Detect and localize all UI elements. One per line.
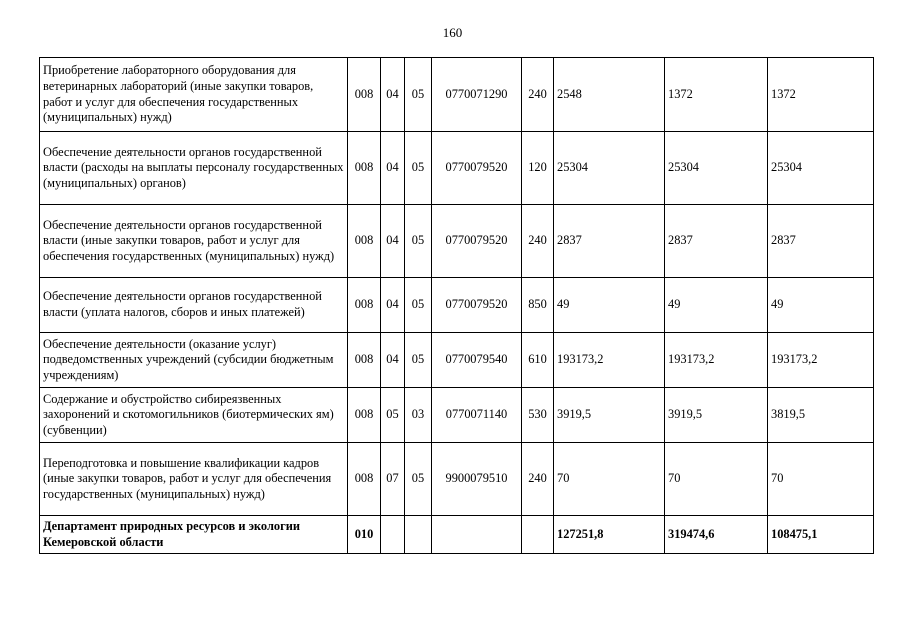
target-article-code: 9900079510 — [432, 443, 522, 516]
expense-type-code: 530 — [522, 388, 554, 443]
amount-year-3: 3819,5 — [768, 388, 874, 443]
amount-year-1: 2548 — [554, 58, 665, 132]
amount-year-1: 70 — [554, 443, 665, 516]
amount-year-3: 70 — [768, 443, 874, 516]
amount-year-2: 25304 — [665, 132, 768, 205]
target-article-code: 0770079520 — [432, 132, 522, 205]
expense-type-code: 240 — [522, 443, 554, 516]
target-article-code: 0770071140 — [432, 388, 522, 443]
ministry-code: 008 — [348, 58, 381, 132]
amount-year-1: 49 — [554, 278, 665, 333]
subsection-code: 03 — [405, 388, 432, 443]
amount-year-2: 70 — [665, 443, 768, 516]
section-code: 04 — [381, 132, 405, 205]
amount-year-2: 49 — [665, 278, 768, 333]
amount-year-1: 25304 — [554, 132, 665, 205]
expense-type-code: 240 — [522, 205, 554, 278]
row-description: Обеспечение деятельности (оказание услуг) подведомственных учреждений (субсидии бюджетным учреждениям) — [40, 333, 348, 388]
budget-table — [39, 57, 874, 554]
section-code: 04 — [381, 333, 405, 388]
target-article-code: 0770079540 — [432, 333, 522, 388]
ministry-code: 008 — [348, 443, 381, 516]
total-amount-year-1: 127251,8 — [554, 516, 665, 554]
amount-year-3: 25304 — [768, 132, 874, 205]
row-description: Обеспечение деятельности органов государственной власти (иные закупки товаров, работ и услуг для обеспечения государственных (муниципальных) нужд) — [40, 205, 348, 278]
ministry-code: 008 — [348, 132, 381, 205]
ministry-code: 008 — [348, 278, 381, 333]
subsection-code: 05 — [405, 205, 432, 278]
table-row — [40, 132, 874, 205]
ministry-code: 008 — [348, 205, 381, 278]
section-code: 05 — [381, 388, 405, 443]
section-code: 04 — [381, 278, 405, 333]
amount-year-1: 2837 — [554, 205, 665, 278]
table-row — [40, 205, 874, 278]
subsection-code — [405, 516, 432, 554]
amount-year-3: 1372 — [768, 58, 874, 132]
amount-year-1: 3919,5 — [554, 388, 665, 443]
amount-year-3: 49 — [768, 278, 874, 333]
section-code: 07 — [381, 443, 405, 516]
subsection-code: 05 — [405, 278, 432, 333]
expense-type-code: 120 — [522, 132, 554, 205]
section-code: 04 — [381, 58, 405, 132]
table-row — [40, 443, 874, 516]
page-number: 160 — [442, 25, 463, 40]
subsection-code: 05 — [405, 132, 432, 205]
target-article-code: 0770071290 — [432, 58, 522, 132]
row-description: Содержание и обустройство сибиреязвенных захоронений и скотомогильников (биотермических ям) (субвенции) — [40, 388, 348, 443]
row-description: Обеспечение деятельности органов государственной власти (расходы на выплаты персоналу государственных (муниципальных) органов) — [40, 132, 348, 205]
department-title: Департамент природных ресурсов и экологии Кемеровской области — [40, 516, 348, 554]
total-row — [40, 516, 874, 554]
table-row — [40, 333, 874, 388]
expense-type-code: 240 — [522, 58, 554, 132]
total-amount-year-2: 319474,6 — [665, 516, 768, 554]
expense-type-code: 850 — [522, 278, 554, 333]
ministry-code: 010 — [348, 516, 381, 554]
row-description: Приобретение лабораторного оборудования для ветеринарных лабораторий (иные закупки товаров, работ и услуг для обеспечения государственных (муниципальных) нужд) — [40, 58, 348, 132]
subsection-code: 05 — [405, 333, 432, 388]
table-row — [40, 58, 874, 132]
expense-type-code: 610 — [522, 333, 554, 388]
ministry-code: 008 — [348, 333, 381, 388]
amount-year-2: 193173,2 — [665, 333, 768, 388]
section-code: 04 — [381, 205, 405, 278]
section-code — [381, 516, 405, 554]
amount-year-1: 193173,2 — [554, 333, 665, 388]
expense-type-code — [522, 516, 554, 554]
amount-year-2: 2837 — [665, 205, 768, 278]
amount-year-2: 3919,5 — [665, 388, 768, 443]
target-article-code — [432, 516, 522, 554]
total-amount-year-3: 108475,1 — [768, 516, 874, 554]
table-row — [40, 278, 874, 333]
row-description: Обеспечение деятельности органов государственной власти (уплата налогов, сборов и иных платежей) — [40, 278, 348, 333]
subsection-code: 05 — [405, 58, 432, 132]
row-description: Переподготовка и повышение квалификации кадров (иные закупки товаров, работ и услуг для обеспечения государственных (муниципальных) нужд) — [40, 443, 348, 516]
amount-year-3: 193173,2 — [768, 333, 874, 388]
table-row — [40, 388, 874, 443]
amount-year-2: 1372 — [665, 58, 768, 132]
target-article-code: 0770079520 — [432, 278, 522, 333]
amount-year-3: 2837 — [768, 205, 874, 278]
ministry-code: 008 — [348, 388, 381, 443]
subsection-code: 05 — [405, 443, 432, 516]
target-article-code: 0770079520 — [432, 205, 522, 278]
